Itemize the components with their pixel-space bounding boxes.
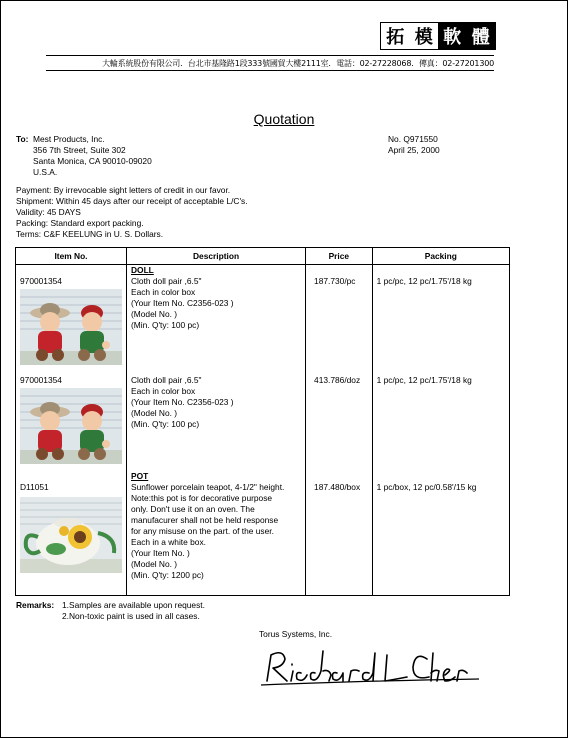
remarks-list [62,600,205,622]
description-line: (Model No. ) [131,408,178,418]
item-no: 970001354 [20,375,62,385]
quotation-number: No. Q971550 [388,134,438,144]
term-line: Shipment: Within 45 days after our receipt of acceptable L/C's. [16,196,248,206]
items-table [15,247,510,596]
price: 187.730/pc [314,276,356,286]
column-header-item-no: Item No. [16,248,127,265]
description-line: Each in a white box. [131,537,206,547]
section-heading: DOLL [131,265,154,275]
recipient-line: U.S.A. [33,167,58,177]
packing-cell [372,471,509,596]
column-header-description: Description [127,248,306,265]
description-line: Note:this pot is for decorative purpose [131,493,273,503]
description-line: (Min. Q'ty: 100 pc) [131,320,200,330]
remark-item: 2.Non-toxic paint is used in all cases. [62,611,200,621]
price: 187.480/box [314,482,361,492]
packing: 1 pc/box, 12 pc/0.58'/15 kg [376,482,477,492]
description-line: Sunflower porcelain teapot, 4-1/2" height. [131,482,285,492]
dolls-photo [20,289,122,365]
description-line: (Your Item No. C2356-023 ) [131,298,234,308]
description-line: manufacurer shall not be held response [131,515,279,525]
table-row [16,265,510,376]
packing: 1 pc/pc, 12 pc/1.75'/18 kg [376,375,472,385]
recipient-address [33,134,152,178]
description-line: (Min. Q'ty: 1200 pc) [131,570,204,580]
description-line: Cloth doll pair ,6.5" [131,276,202,286]
dolls-photo [20,388,122,464]
table-row [16,471,510,596]
remark-item: 1.Samples are available upon request. [62,600,205,610]
column-header-price: Price [306,248,373,265]
quotation-reference [388,134,440,156]
letterhead-rule-bottom [46,70,494,71]
price-cell [306,375,373,471]
logo-char: 軟 [438,23,467,49]
logo-char: 體 [467,23,496,49]
company-address-line: 大輪系統股份有限公司．台北市基隆路1段333號國貿大樓2111室．電話：02-27228068．傳真：02-27201300 [102,59,494,68]
handwritten-signature [257,641,481,691]
column-header-packing: Packing [372,248,509,265]
logo-char: 模 [414,27,433,48]
recipient-label: To: [16,134,29,144]
table-row [16,375,510,471]
term-line: Terms: C&F KEELUNG in U. S. Dollars. [16,229,164,239]
document-title: Quotation [253,111,315,127]
description-line: (Model No. ) [131,559,178,569]
letterhead-rule-top [46,55,494,56]
description-cell [127,471,306,596]
item-no-cell [16,375,127,471]
description-line: Cloth doll pair ,6.5" [131,375,202,385]
description-line: Each in color box [131,287,196,297]
term-line: Validity: 45 DAYS [16,207,81,217]
recipient-line: Mest Products, Inc. [33,134,105,144]
item-no-cell [16,265,127,376]
table-header-row [16,248,510,265]
description-line: (Your Item No. C2356-023 ) [131,397,234,407]
term-line: Payment: By irrevocable sight letters of credit in our favor. [16,185,231,195]
packing: 1 pc/pc, 12 pc/1.75'/18 kg [376,276,472,286]
recipient-line: Santa Monica, CA 90010-09020 [33,156,152,166]
quotation-date: April 25, 2000 [388,145,440,155]
term-line: Packing: Standard export packing. [16,218,144,228]
terms-block [16,185,248,240]
recipient-line: 356 7th Street, Suite 302 [33,145,126,155]
description-cell [127,375,306,471]
description-line: (Min. Q'ty: 100 pc) [131,419,200,429]
company-logo [380,22,496,50]
description-cell [127,265,306,376]
description-line: for any misuse on the part. of the user. [131,526,274,536]
signer-company: Torus Systems, Inc. [259,629,333,639]
packing-cell [372,265,509,376]
item-no: D11051 [20,482,49,492]
price: 413.786/doz [314,375,361,385]
logo-char: 拓 [386,27,405,48]
packing-cell [372,375,509,471]
item-no: 970001354 [20,276,62,286]
description-line: (Model No. ) [131,309,178,319]
price-cell [306,265,373,376]
description-line: only. Don't use it on an oven. The [131,504,255,514]
price-cell [306,471,373,596]
description-line: (Your Item No. ) [131,548,190,558]
section-heading: POT [131,471,149,481]
remarks-label: Remarks: [16,600,55,610]
teapot-photo [20,495,122,575]
description-line: Each in color box [131,386,196,396]
item-no-cell [16,471,127,596]
